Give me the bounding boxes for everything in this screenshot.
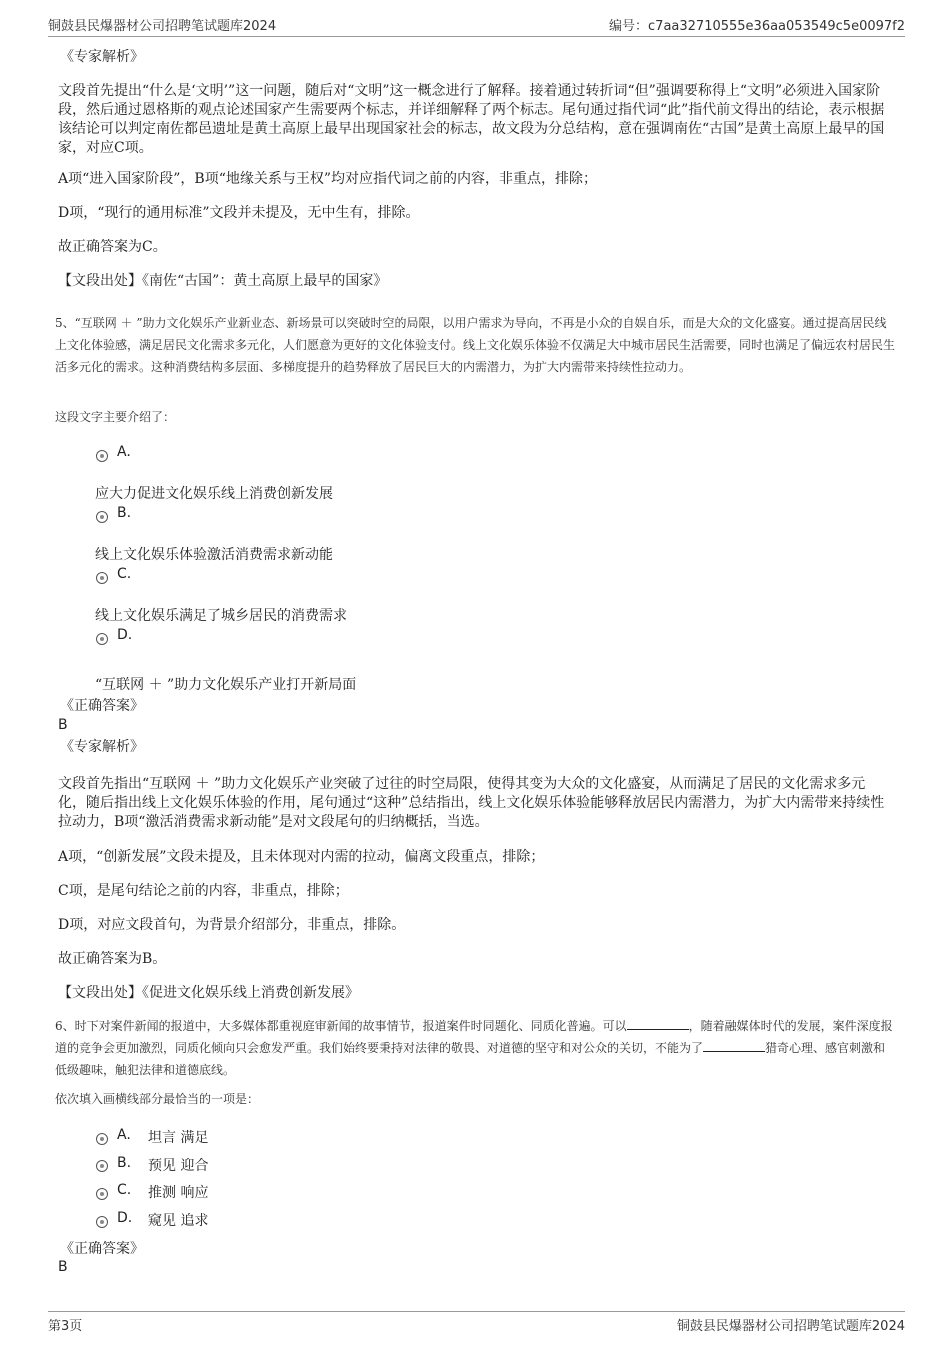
q5-point-d: D项，对应文段首句，为背景介绍部分，非重点，排除。 <box>58 917 406 933</box>
q6-stem-part1: 6、时下对案件新闻的报道中，大多媒体都重视庭审新闻的故事情节，报道案件时同题化、同质化普遍。可以 <box>55 1019 627 1033</box>
radio-button[interactable] <box>96 1216 108 1228</box>
q5-question: 这段文字主要介绍了： <box>55 410 176 424</box>
q5-point-c: C项，是尾句结论之前的内容，非重点，排除； <box>58 883 349 899</box>
option-label: D. <box>117 627 133 643</box>
q5-stem: 5、“互联网 ＋ ”助力文化娱乐产业新业态、新场景可以突破时空的局限，以用户需求为导向，不再是小众的自娱自乐，而是大众的文化盛宴。通过提高居民线上文化体验感，满足居民文化需求多元化，人们愿意为更好的文化体验支付。线上文化娱乐体验不仅满足大中城市居民生活需要，同时也满足了偏远农村居民生活多元化的需求。这种消费结构多层面、多梯度提升的趋势释放了居民巨大的内需潜力，为扩大内需带来持续性拉动力。 <box>55 316 896 374</box>
option-label: B. <box>117 505 132 521</box>
fill-blank-2 <box>703 1039 765 1052</box>
q5-conclusion: 故正确答案为B。 <box>58 951 167 967</box>
q5-analysis-text: 文段首先指出“互联网 ＋ ”助力文化娱乐产业突破了过往的时空局限，使得其变为大众的文化盛宴，从而满足了居民的文化需求多元化，随后指出线上文化娱乐体验的作用，尾句通过“这种”总结指出，线上文化娱乐体验能够释放居民内需潜力，为扩大内需带来持续性拉动力，B项“激活消费需求新动能”是对文段尾句的归纳概括，当选。 <box>58 776 885 830</box>
radio-button[interactable] <box>96 633 108 645</box>
fill-blank-1 <box>627 1017 689 1030</box>
option-text: 推测 响应 <box>148 1185 209 1201</box>
radio-button[interactable] <box>96 511 108 523</box>
option-text: 线上文化娱乐满足了城乡居民的消费需求 <box>95 608 347 624</box>
q4-point-a: A项“进入国家阶段”，B项“地缘关系与王权”均对应指代词之前的内容，非重点，排除； <box>58 171 598 187</box>
q6-question: 依次填入画横线部分最恰当的一项是： <box>55 1092 260 1106</box>
q5-answer-title: 《正确答案》 <box>60 698 144 714</box>
q5-answer: B <box>58 717 68 733</box>
q6-answer-title: 《正确答案》 <box>60 1241 144 1257</box>
option-text: “互联网 ＋ ”助力文化娱乐产业打开新局面 <box>95 677 357 693</box>
q4-analysis-title: 《专家解析》 <box>60 49 144 65</box>
q5-point-a: A项，“创新发展”文段未提及，且未体现对内需的拉动，偏离文段重点，排除； <box>58 849 545 865</box>
page-number: 第3页 <box>48 1319 83 1334</box>
radio-button[interactable] <box>96 1160 108 1172</box>
option-text: 坦言 满足 <box>148 1130 209 1146</box>
q4-source: 【文段出处】《南佐“古国”：黄土高原上最早的国家》 <box>58 273 388 289</box>
option-label: B. <box>117 1155 132 1171</box>
q4-analysis-text: 文段首先提出“什么是‘文明’”这一问题，随后对“文明”这一概念进行了解释。接着通过转折词“但”强调要称得上“文明”必须进入国家阶段，然后通过恩格斯的观点论述国家产生需要两个标志，并详细解释了两个标志。尾句通过指代词“此”指代前文得出的结论，表示根据该结论可以判定南佐都邑遗址是黄土高原上最早出现国家社会的标志，故文段为分总结构，意在强调南佐“古国”是黄土高原上最早的国家，对应C项。 <box>58 83 885 156</box>
page-header <box>48 14 905 37</box>
header-serial-number: 编号：c7aa32710555e36aa053549c5e0097f2 <box>609 19 905 34</box>
q6-stem-part3: 猎奇心理、感官刺激和低级趣味，触犯法律和道德底线。 <box>55 1041 886 1077</box>
option-text: 窥见 追求 <box>148 1213 209 1229</box>
radio-button[interactable] <box>96 450 108 462</box>
footer-title: 铜鼓县民爆器材公司招聘笔试题库2024 <box>676 1319 905 1334</box>
option-label: C. <box>117 1182 132 1198</box>
q6-answer: B <box>58 1259 68 1275</box>
option-label: A. <box>117 444 131 460</box>
q4-conclusion: 故正确答案为C。 <box>58 239 167 255</box>
q5-source: 【文段出处】《促进文化娱乐线上消费创新发展》 <box>58 985 359 1001</box>
option-label: D. <box>117 1210 133 1226</box>
option-text: 线上文化娱乐体验激活消费需求新动能 <box>95 547 333 563</box>
q6-stem-part2: ，随着融媒体时代的发展，案件深度报道的竞争会更加激烈，同质化倾向只会愈发严重。我们始终要秉持对法律的敬畏、对道德的坚守和对公众的关切，不能为了 <box>55 1019 893 1055</box>
option-text: 预见 迎合 <box>148 1158 209 1174</box>
option-text: 应大力促进文化娱乐线上消费创新发展 <box>95 486 333 502</box>
radio-button[interactable] <box>96 1188 108 1200</box>
header-title: 铜鼓县民爆器材公司招聘笔试题库2024 <box>48 19 277 34</box>
q5-analysis-title: 《专家解析》 <box>60 739 144 755</box>
option-label: A. <box>117 1127 131 1143</box>
radio-button[interactable] <box>96 572 108 584</box>
page-footer <box>48 1311 905 1334</box>
option-label: C. <box>117 566 132 582</box>
radio-button[interactable] <box>96 1133 108 1145</box>
q6-stem <box>55 1015 895 1081</box>
q4-point-d: D项，“现行的通用标准”文段并未提及，无中生有，排除。 <box>58 205 420 221</box>
